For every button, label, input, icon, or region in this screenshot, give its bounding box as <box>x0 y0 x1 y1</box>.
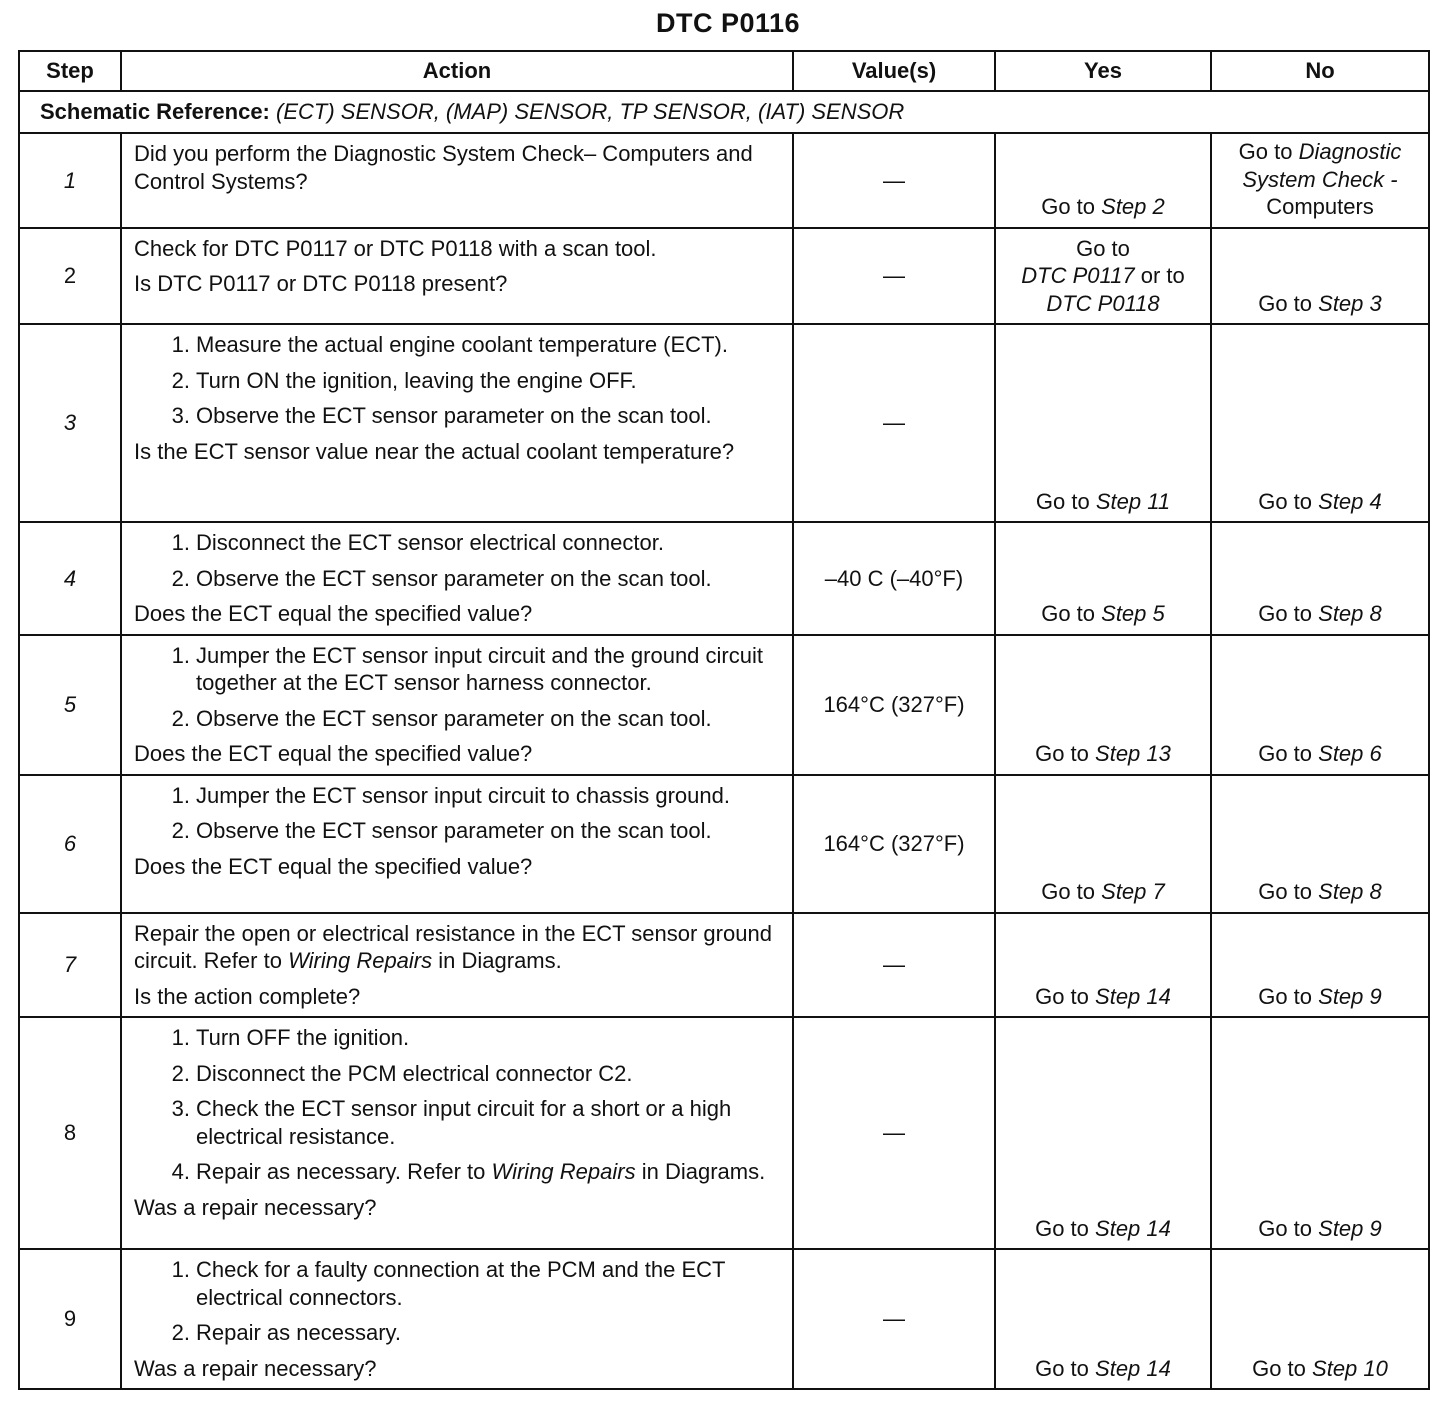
goto-text: Go to <box>1041 194 1096 219</box>
step-link[interactable]: Step 9 <box>1318 983 1382 1009</box>
list-item: 1. Check for a faulty connection at the PCM and the ECT electrical connectors. <box>171 1257 726 1310</box>
question-text: Does the ECT equal the specified value? <box>134 601 533 626</box>
step-number: 3 <box>19 324 121 522</box>
or-text: or to <box>1140 263 1185 288</box>
step-link[interactable]: Step 7 <box>1101 879 1165 904</box>
question-text: Does the ECT equal the specified value? <box>134 853 533 879</box>
action-cell <box>121 228 793 325</box>
step-link[interactable]: Step 14 <box>1095 1355 1171 1381</box>
step-link[interactable]: Step 9 <box>1318 1215 1382 1241</box>
header-action: Action <box>121 51 793 91</box>
goto-text: Go to <box>1258 290 1313 316</box>
list-item: 2. Observe the ECT sensor parameter on the scan tool. <box>171 565 712 591</box>
yes-cell: Go to Step 13 <box>995 635 1211 775</box>
table-row <box>19 522 1429 635</box>
action-cell <box>121 522 793 635</box>
list-item: 1. Jumper the ECT sensor input circuit and the ground circuit together at the ECT sensor harness connector. <box>171 642 763 695</box>
table-row <box>19 324 1429 522</box>
list-item: 3. Check the ECT sensor input circuit for a short or a high electrical resistance. <box>171 1096 732 1149</box>
value-cell: — <box>793 913 995 1018</box>
value-cell: — <box>793 324 995 522</box>
wiring-repairs-link[interactable]: Wiring Repairs <box>491 1159 636 1184</box>
no-cell <box>1211 133 1429 228</box>
action-cell <box>121 913 793 1018</box>
diagnostic-link-tail: Computers <box>1266 194 1374 219</box>
list-item: 2. Disconnect the PCM electrical connector C2. <box>171 1060 633 1086</box>
list-item: 2. Repair as necessary. <box>171 1320 402 1345</box>
header-row <box>19 51 1429 91</box>
table-row <box>19 133 1429 228</box>
step-number: 2 <box>19 228 121 325</box>
step-number: 5 <box>19 635 121 775</box>
wiring-repairs-link[interactable]: Wiring Repairs <box>288 948 433 973</box>
question-text: Was a repair necessary? <box>134 1355 377 1381</box>
table-row <box>19 1249 1429 1389</box>
list-item: 1. Disconnect the ECT sensor electrical connector. <box>171 530 664 555</box>
action-text: Did you perform the Diagnostic System Check– Computers and Control Systems? <box>134 141 753 194</box>
list-item: 1. Turn OFF the ignition. <box>171 1025 410 1050</box>
schematic-label: Schematic Reference: <box>40 99 270 125</box>
action-text: Repair the open or electrical resistance in the ECT sensor ground circuit. Refer to Wiring Repairs in Diagrams. <box>134 920 772 973</box>
no-cell: Go to Step 9 <box>1211 913 1429 1018</box>
action-text: Check for DTC P0117 or DTC P0118 with a scan tool. <box>134 235 657 261</box>
value-cell: 164°C (327°F) <box>793 635 995 775</box>
question-text: Was a repair necessary? <box>134 1194 377 1220</box>
dtc-link[interactable]: DTC P0118 <box>1046 290 1160 316</box>
question-text: Does the ECT equal the specified value? <box>134 741 533 766</box>
table-row <box>19 1017 1429 1249</box>
step-number: 9 <box>19 1249 121 1389</box>
schematic-text: (ECT) SENSOR, (MAP) SENSOR, TP SENSOR, (IAT) SENSOR <box>276 99 905 125</box>
no-cell: Go to Step 6 <box>1211 635 1429 775</box>
yes-cell: Go to Step 7 <box>995 775 1211 913</box>
step-link[interactable]: Step 6 <box>1318 741 1382 766</box>
step-link[interactable]: Step 8 <box>1318 879 1382 904</box>
diagnostic-link-cont[interactable]: System Check - <box>1242 166 1398 192</box>
yes-cell: Go to Step 14 <box>995 1017 1211 1249</box>
value-cell: 164°C (327°F) <box>793 775 995 913</box>
question-text: Is DTC P0117 or DTC P0118 present? <box>134 271 508 296</box>
header-no: No <box>1211 51 1429 91</box>
step-link[interactable]: Step 4 <box>1318 488 1382 514</box>
value-cell: — <box>793 1249 995 1389</box>
step-number: 8 <box>19 1017 121 1249</box>
step-number: 1 <box>19 133 121 228</box>
list-item: 4. Repair as necessary. Refer to Wiring Repairs in Diagrams. <box>171 1159 766 1184</box>
goto-text: Go to <box>1238 139 1293 164</box>
list-item: 1. Jumper the ECT sensor input circuit to chassis ground. <box>171 782 730 808</box>
diagnostic-table <box>18 50 1430 1390</box>
table-row <box>19 228 1429 325</box>
value-cell: — <box>793 133 995 228</box>
yes-cell <box>995 133 1211 228</box>
step-link[interactable]: Step 8 <box>1318 601 1382 626</box>
action-cell <box>121 1249 793 1389</box>
step-link[interactable]: Step 5 <box>1101 601 1165 626</box>
no-cell: Go to Step 4 <box>1211 324 1429 522</box>
no-cell: Go to Step 9 <box>1211 1017 1429 1249</box>
question-text: Is the action complete? <box>134 983 361 1009</box>
value-cell: — <box>793 228 995 325</box>
step-link[interactable]: Step 14 <box>1095 1215 1171 1241</box>
header-values: Value(s) <box>793 51 995 91</box>
list-item: 2. Turn ON the ignition, leaving the engine OFF. <box>171 367 637 393</box>
action-cell <box>121 133 793 228</box>
step-number: 4 <box>19 522 121 635</box>
value-cell: –40 C (–40°F) <box>793 522 995 635</box>
yes-cell: Go to Step 5 <box>995 522 1211 635</box>
step-link[interactable]: Step 3 <box>1318 290 1382 316</box>
list-item: 1. Measure the actual engine coolant temperature (ECT). <box>171 332 728 357</box>
action-cell <box>121 1017 793 1249</box>
header-yes: Yes <box>995 51 1211 91</box>
no-cell: Go to Step 8 <box>1211 775 1429 913</box>
action-cell <box>121 775 793 913</box>
step-link[interactable]: Step 10 <box>1312 1355 1388 1381</box>
goto-text: Go to <box>1076 235 1130 261</box>
table-row <box>19 635 1429 775</box>
diagnostic-link[interactable]: Diagnostic <box>1298 139 1402 164</box>
value-cell: — <box>793 1017 995 1249</box>
action-cell <box>121 324 793 522</box>
list-item: 2. Observe the ECT sensor parameter on the scan tool. <box>171 818 712 843</box>
step-link[interactable]: Step 11 <box>1095 488 1171 514</box>
step-link[interactable]: Step 2 <box>1101 194 1165 219</box>
step-link[interactable]: Step 14 <box>1095 983 1171 1009</box>
no-cell: Go to Step 8 <box>1211 522 1429 635</box>
header-step: Step <box>19 51 121 91</box>
yes-cell: Go to Step 14 <box>995 1249 1211 1389</box>
page-title: DTC P0116 <box>655 8 801 38</box>
list-item: 3. Observe the ECT sensor parameter on the scan tool. <box>171 403 712 428</box>
step-number: 6 <box>19 775 121 913</box>
question-text: Is the ECT sensor value near the actual coolant temperature? <box>134 438 735 464</box>
step-link[interactable]: Step 13 <box>1095 741 1171 766</box>
yes-cell <box>995 228 1211 325</box>
step-number: 7 <box>19 913 121 1018</box>
no-cell <box>1211 228 1429 325</box>
table-row <box>19 775 1429 913</box>
yes-cell: Go to Step 14 <box>995 913 1211 1018</box>
dtc-link[interactable]: DTC P0117 <box>1021 263 1135 288</box>
list-item: 2. Observe the ECT sensor parameter on the scan tool. <box>171 705 712 731</box>
no-cell: Go to Step 10 <box>1211 1249 1429 1389</box>
action-cell <box>121 635 793 775</box>
schematic-reference-row <box>19 91 1429 133</box>
yes-cell: Go to Step 11 <box>995 324 1211 522</box>
table-row <box>19 913 1429 1018</box>
